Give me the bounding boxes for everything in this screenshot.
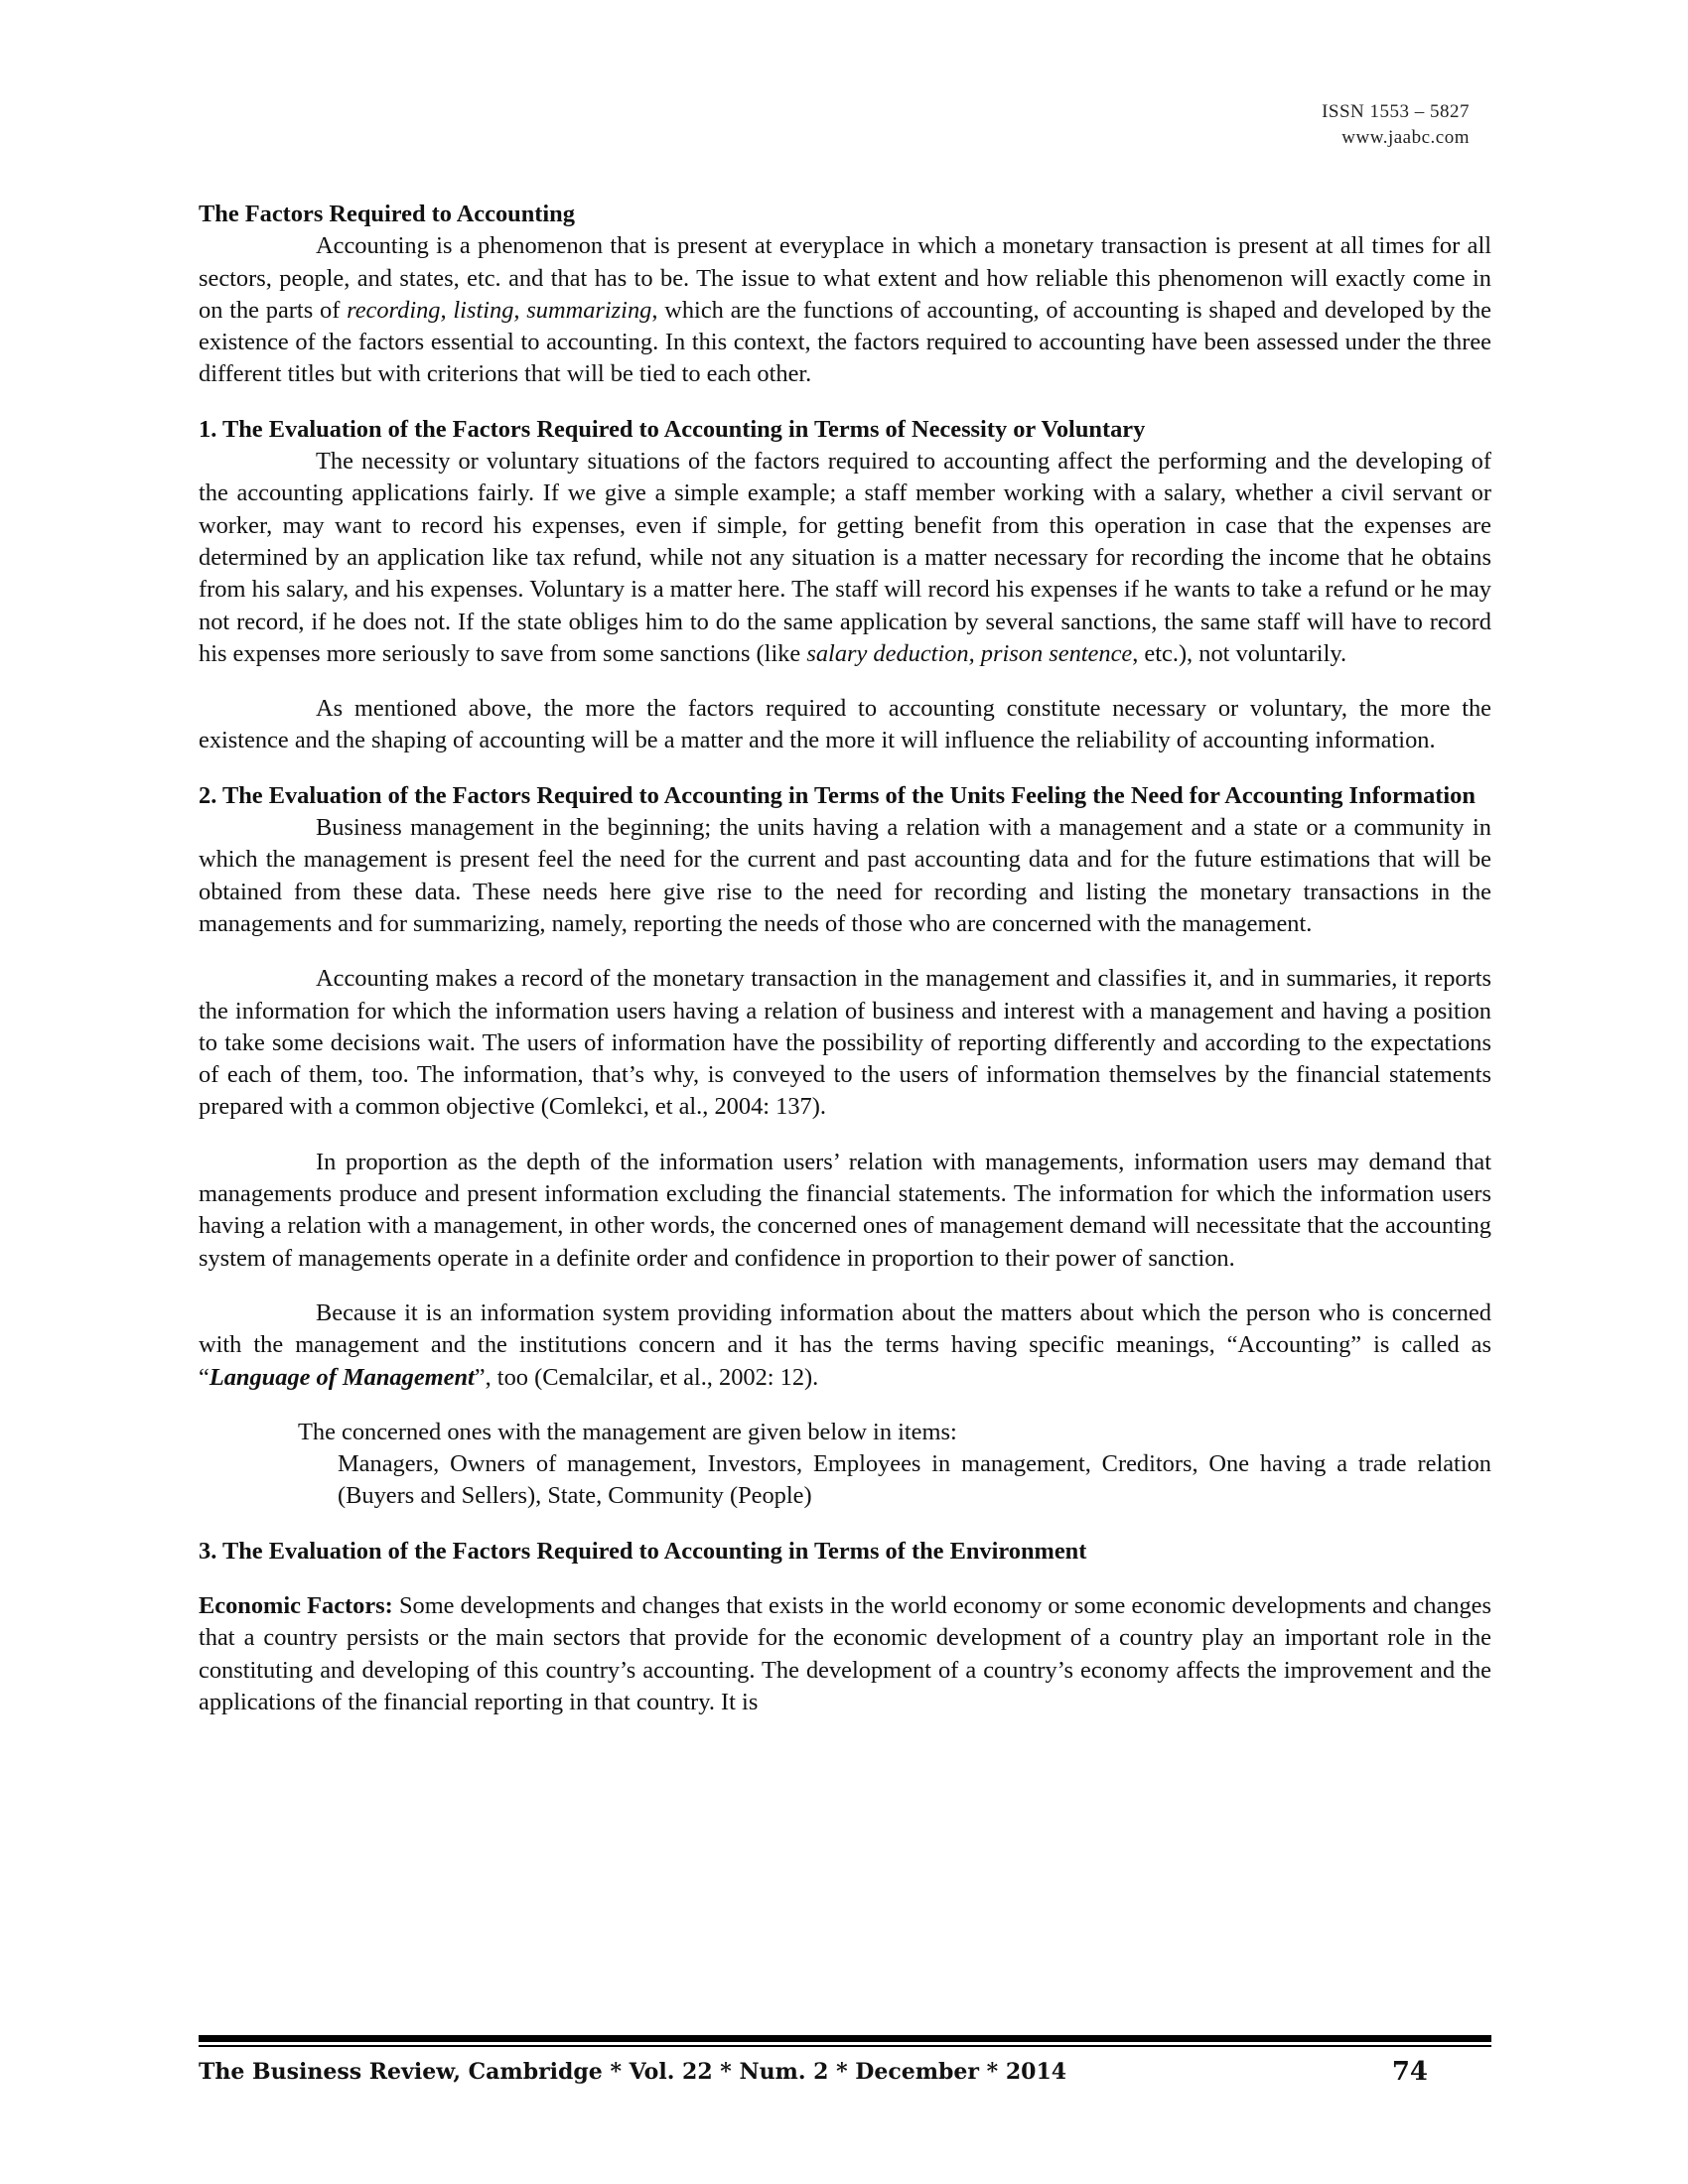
journal-website: www.jaabc.com (1341, 127, 1470, 148)
intro-text-2: , which are the functions of accounting, of accounting is shaped and developed by the existence of the factors essential to accounting. In this context, the factors required to accounting have been assessed under the three different titles but with criterions that will be tied to each other. (199, 296, 1491, 388)
section2-paragraph-2: Accounting makes a record of the monetary transaction in the management and classifies it, and in summaries, it reports the information for which the information users having a relation of business and interest with a management and having a position to take some decisions wait. The users of information have the possibility of reporting differently and according to the expectations of each of them, too. The information, that’s why, is conveyed to the users of information themselves by the financial statements prepared with a common objective (Comlekci, et al., 2004: 137). (199, 965, 1491, 1121)
intro-text-1: Accounting is a phenomenon that is present at everyplace in which a monetary transaction is present at all times for all sectors, people, and states, etc. and that has to be. The issue to what extent and how reliable this phenomenon will exactly come in on the parts of (199, 232, 1491, 324)
s1p1-text-1: The necessity or voluntary situations of the factors required to accounting affect the performing and the developing of the accounting applications fairly. If we give a simple example; a staff member working with a salary, whether a civil servant or worker, may want to record his expenses, even if simple, for getting benefit from this operation in case that the expenses are determined by an application like tax refund, while not any situation is a matter necessary for recording the income that he obtains from his salary, and his expenses. Voluntary is a matter here. The staff will record his expenses if he wants to take a refund or he may not record, if he does not. If the state obliges him to do the same application by several sanctions, the same staff will have to record his expenses more seriously to save from some sanctions (like (199, 448, 1491, 667)
items-list: Managers, Owners of management, Investors, Employees in management, Creditors, One having a trade relation (Buyers and Sellers), State, Community (People) (338, 1450, 1491, 1510)
article-body (199, 199, 1491, 1718)
s2p4-text-2: ”, too (Cemalcilar, et al., 2002: 12). (474, 1363, 819, 1391)
footer-rule-thick (199, 2035, 1491, 2042)
s2p4-text-1: Because it is an information system providing information about the matters about which the person who is concerned with the management and the institutions concern and it has the terms having specific meanings, “Accounting” is called as “ (199, 1298, 1491, 1391)
s1p1-emphasis: salary deduction, prison sentence (806, 639, 1133, 667)
section-title: The Factors Required to Accounting (199, 201, 575, 227)
issn-number: ISSN 1553 – 5827 (1322, 101, 1470, 122)
page-footer (199, 2055, 1491, 2091)
heading-3: 3. The Evaluation of the Factors Required to Accounting in Terms of the Environment (199, 1537, 1087, 1565)
section1-paragraph-2: As mentioned above, the more the factors required to accounting constitute necessary or voluntary, the more the existence and the shaping of accounting will be a matter and the more it will influence the reliability of accounting information. (199, 695, 1491, 754)
heading-2: 2. The Evaluation of the Factors Required to Accounting in Terms of the Units Feeling the Need for Accounting Information (199, 781, 1476, 809)
economic-factors-label: Economic Factors: (199, 1591, 393, 1619)
s3p1-text: Some developments and changes that exists in the world economy or some economic developments and changes that a country persists or the main sectors that provide for the economic development of a country play an important role in the constituting and developing of this country’s accounting. The development of a country’s economy affects the improvement and the applications of the financial reporting in that country. It is (199, 1591, 1491, 1715)
s1p1-text-2: , etc.), not voluntarily. (1132, 639, 1347, 667)
items-intro: The concerned ones with the management are given below in items: (298, 1418, 957, 1445)
section3-paragraph-1 (199, 1590, 1491, 1718)
footer-rule-thin (199, 2045, 1491, 2047)
section2-paragraph-3: In proportion as the depth of the information users’ relation with managements, information users may demand that managements produce and present information excluding the financial statements. The information for which the information users having a relation with a management, in other words, the concerned ones of management demand will necessitate that the accounting system of managements operate in a definite order and confidence in proportion to their power of sanction. (199, 1148, 1491, 1272)
intro-paragraph (199, 230, 1491, 390)
page-number: 74 (1391, 2057, 1428, 2087)
intro-emphasis: recording, listing, summarizing (347, 296, 652, 324)
section1-paragraph-1 (199, 446, 1491, 670)
heading-1: 1. The Evaluation of the Factors Required to Accounting in Terms of Necessity or Voluntary (199, 415, 1146, 443)
journal-citation: The Business Review, Cambridge * Vol. 22 * Num. 2 * December * 2014 (199, 2059, 1067, 2085)
s2p4-emphasis: Language of Management (209, 1363, 475, 1391)
section2-paragraph-4 (199, 1297, 1491, 1394)
section2-paragraph-1: Business management in the beginning; the units having a relation with a management and a state or a community in which the management is present feel the need for the current and past accounting data and for the future estimations that will be obtained from these data. These needs here give rise to the need for recording and listing the monetary transactions in the managements and for summarizing, namely, reporting the needs of those who are concerned with the management. (199, 814, 1491, 937)
page-header (1322, 99, 1470, 151)
